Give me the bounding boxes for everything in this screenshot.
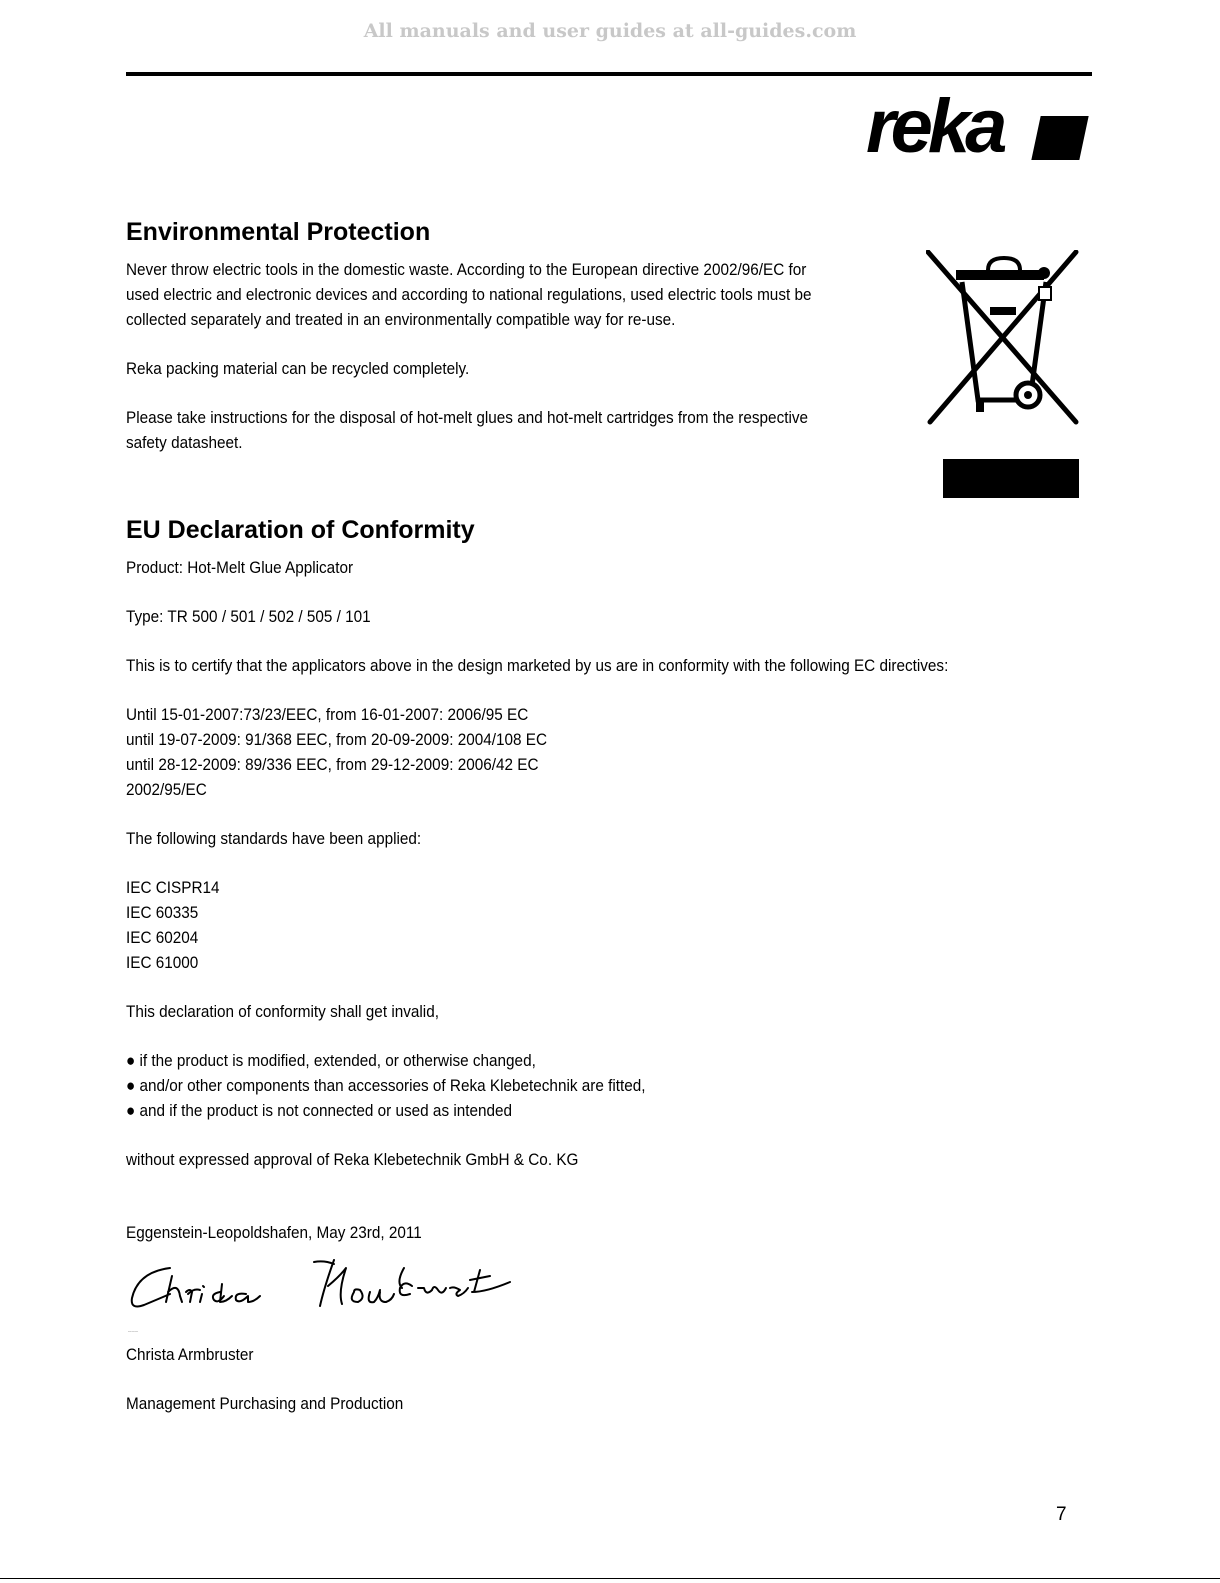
page-number: 7 xyxy=(1056,1504,1067,1525)
invalid-intro: This declaration of conformity shall get invalid, xyxy=(126,1002,439,1021)
standards-intro: The following standards have been applied: xyxy=(126,829,422,848)
eu-heading: EU Declaration of Conformity xyxy=(126,516,475,544)
standard-item: IEC CISPR14 xyxy=(126,878,220,897)
standard-item: IEC 60335 xyxy=(126,903,199,922)
footer-rule xyxy=(0,1578,1220,1579)
standard-item: IEC 61000 xyxy=(126,953,199,972)
env-disposal-1: Please take instructions for the disposal of hot-melt glues and hot-melt cartridges from the respective xyxy=(126,408,809,427)
logo-block xyxy=(1031,116,1088,160)
approval-text: without expressed approval of Reka Klebetechnik GmbH & Co. KG xyxy=(126,1150,579,1169)
crossed-out-wheelie-bin-icon xyxy=(926,250,1086,430)
directive-line: 2002/95/EC xyxy=(126,780,207,799)
signatory-name: Christa Armbruster xyxy=(126,1345,254,1364)
watermark: All manuals and user guides at all-guides.com xyxy=(363,20,857,42)
env-heading: Environmental Protection xyxy=(126,218,431,246)
eu-certify: This is to certify that the applicators above in the design marketed by us are in conformity with the following EC directives: xyxy=(126,656,949,675)
env-recycle: Reka packing material can be recycled completely. xyxy=(126,359,470,378)
invalid-bullet: ● if the product is modified, extended, or otherwise changed, xyxy=(126,1051,536,1070)
reka-logo xyxy=(866,84,1092,169)
env-line-2: used electric and electronic devices and according to national regulations, used electric tools must be xyxy=(126,285,812,304)
invalid-bullet: ● and/or other components than accessories of Reka Klebetechnik are fitted, xyxy=(126,1076,646,1095)
place-date: Eggenstein-Leopoldshafen, May 23rd, 2011 xyxy=(126,1223,422,1242)
standard-item: IEC 60204 xyxy=(126,928,199,947)
invalid-bullet: ● and if the product is not connected or used as intended xyxy=(126,1101,513,1120)
signature-text xyxy=(128,1330,138,1333)
black-bar xyxy=(943,459,1079,498)
env-line-3: collected separately and treated in an environmentally compatible way for re-use. xyxy=(126,310,676,329)
directive-line: until 19-07-2009: 91/368 EEC, from 20-09-2009: 2004/108 EC xyxy=(126,730,548,749)
handwritten-signature xyxy=(128,1258,528,1333)
logo-text: reka xyxy=(866,84,1003,169)
signatory-role: Management Purchasing and Production xyxy=(126,1394,404,1413)
eu-product: Product: Hot-Melt Glue Applicator xyxy=(126,558,354,577)
eu-type: Type: TR 500 / 501 / 502 / 505 / 101 xyxy=(126,607,371,626)
directive-line: Until 15-01-2007:73/23/EEC, from 16-01-2007: 2006/95 EC xyxy=(126,705,529,724)
directive-line: until 28-12-2009: 89/336 EEC, from 29-12-2009: 2006/42 EC xyxy=(126,755,539,774)
header-rule xyxy=(126,72,1092,76)
env-line-1: Never throw electric tools in the domestic waste. According to the European directive 2002/96/EC for xyxy=(126,260,807,279)
env-disposal-2: safety datasheet. xyxy=(126,433,243,452)
